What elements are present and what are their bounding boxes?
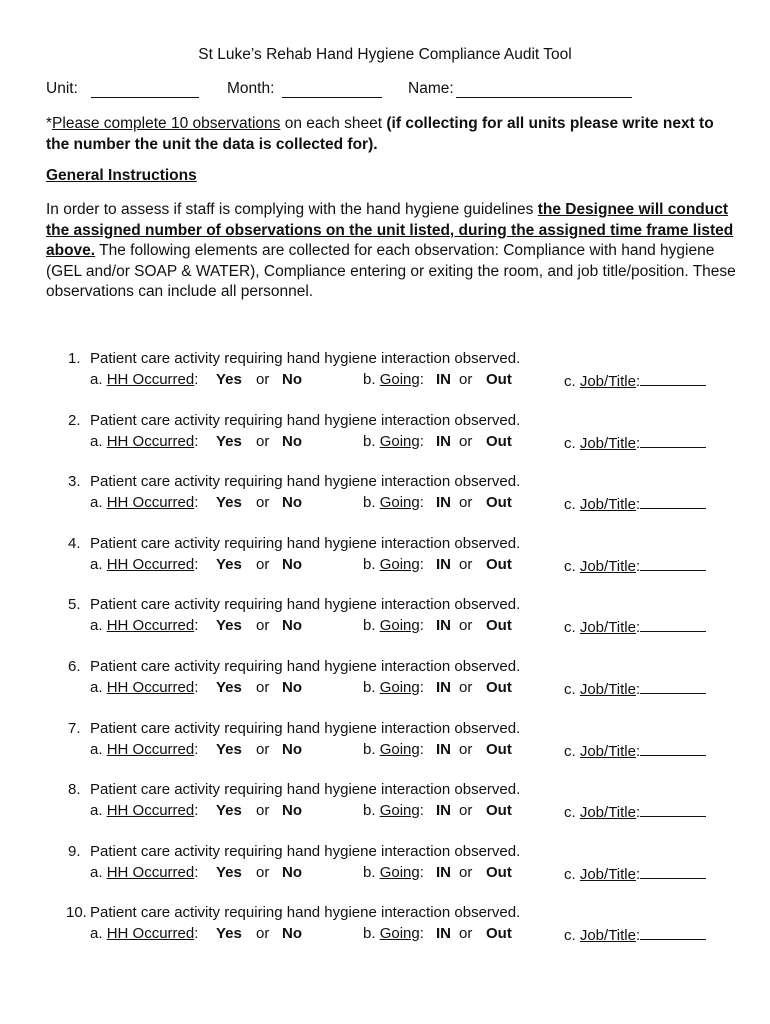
or-text: or: [459, 555, 473, 573]
job-title-blank[interactable]: [640, 679, 706, 694]
a-prefix: a.: [90, 432, 107, 450]
hh-occurred-label: HH Occurred: [106, 432, 195, 450]
no-option[interactable]: No: [282, 371, 302, 388]
observation-item: [0, 843, 770, 887]
going-label: Going: [379, 617, 420, 635]
job-title-label: Job/Title: [579, 557, 636, 575]
colon: :: [419, 432, 424, 450]
going-label: Going: [379, 371, 420, 388]
yes-option[interactable]: Yes: [216, 679, 242, 696]
job-title-field: [564, 679, 706, 698]
colon: :: [194, 679, 199, 696]
instructions-plain-1: In order to assess if staff is complying with the hand hygiene guidelines: [46, 201, 538, 218]
observation-number: 3.: [68, 473, 81, 491]
job-title-blank[interactable]: [640, 741, 706, 756]
job-title-blank[interactable]: [640, 371, 706, 386]
or-text: or: [459, 494, 473, 512]
observation-text: Patient care activity requiring hand hygiene interaction observed.: [90, 411, 521, 429]
observation-item: [0, 412, 770, 456]
colon: :: [194, 371, 199, 388]
no-option[interactable]: No: [282, 740, 302, 758]
hh-occurred-field: [90, 371, 198, 388]
a-prefix: a.: [90, 802, 107, 820]
going-label: Going: [379, 863, 420, 881]
out-option[interactable]: Out: [486, 679, 512, 696]
b-prefix: b.: [363, 925, 380, 943]
job-title-field: [564, 925, 706, 944]
b-prefix: b.: [363, 863, 380, 881]
b-prefix: b.: [363, 740, 380, 758]
note-bold: (if collecting for all units please write next to the number the unit the data is collected for).: [46, 115, 714, 153]
or-text: or: [256, 432, 270, 450]
b-prefix: b.: [363, 494, 380, 512]
note-star: *: [46, 115, 53, 132]
b-prefix: b.: [363, 432, 380, 450]
going-field: [363, 433, 424, 450]
out-option[interactable]: Out: [486, 802, 512, 820]
job-title-blank[interactable]: [640, 556, 706, 571]
colon: :: [419, 679, 424, 696]
going-field: [363, 371, 424, 388]
colon: :: [419, 617, 424, 635]
hh-occurred-label: HH Occurred: [106, 679, 195, 696]
a-prefix: a.: [90, 925, 107, 943]
hh-occurred-field: [90, 741, 198, 758]
job-title-label: Job/Title: [579, 434, 636, 452]
going-field: [363, 925, 424, 942]
going-label: Going: [379, 555, 420, 573]
hh-occurred-field: [90, 802, 198, 819]
going-label: Going: [379, 494, 420, 512]
out-option[interactable]: Out: [486, 371, 512, 388]
hh-occurred-label: HH Occurred: [106, 802, 195, 820]
a-prefix: a.: [90, 555, 107, 573]
yes-option[interactable]: Yes: [216, 555, 242, 573]
job-title-blank[interactable]: [640, 617, 706, 632]
unit-blank[interactable]: [91, 82, 199, 98]
yes-option[interactable]: Yes: [216, 802, 242, 820]
or-text: or: [256, 494, 270, 512]
colon: :: [635, 557, 641, 575]
going-field: [363, 741, 424, 758]
colon: :: [194, 740, 199, 758]
observation-number: 4.: [68, 534, 81, 552]
going-label: Going: [379, 432, 420, 450]
c-prefix: c.: [564, 865, 580, 883]
yes-option[interactable]: Yes: [216, 494, 242, 512]
or-text: or: [256, 679, 270, 696]
observation-number: 1.: [68, 350, 81, 367]
out-option[interactable]: Out: [486, 617, 512, 635]
job-title-blank[interactable]: [640, 433, 706, 448]
name-label: Name:: [408, 80, 454, 97]
or-text: or: [256, 555, 270, 573]
or-text: or: [459, 371, 473, 388]
general-instructions-heading: General Instructions: [46, 167, 197, 184]
observation-text: Patient care activity requiring hand hygiene interaction observed.: [90, 781, 521, 799]
hh-occurred-field: [90, 679, 198, 696]
out-option[interactable]: Out: [486, 494, 512, 512]
in-option[interactable]: IN: [436, 925, 451, 943]
or-text: or: [459, 802, 473, 820]
c-prefix: c.: [564, 557, 580, 575]
or-text: or: [459, 617, 473, 635]
observation-number: 8.: [68, 781, 81, 799]
b-prefix: b.: [363, 802, 380, 820]
b-prefix: b.: [363, 679, 380, 696]
in-option[interactable]: IN: [436, 432, 451, 450]
going-field: [363, 556, 424, 573]
job-title-blank[interactable]: [640, 864, 706, 879]
yes-option[interactable]: Yes: [216, 432, 242, 450]
out-option[interactable]: Out: [486, 555, 512, 573]
going-field: [363, 679, 424, 696]
b-prefix: b.: [363, 617, 380, 635]
observation-text: Patient care activity requiring hand hygiene interaction observed.: [90, 596, 521, 614]
going-label: Going: [379, 740, 420, 758]
going-field: [363, 864, 424, 881]
colon: :: [419, 740, 424, 758]
colon: :: [635, 804, 641, 822]
colon: :: [635, 681, 641, 698]
instructions-plain-2: The following elements are collected for each observation: Compliance with hand hygiene (GEL and/or SOAP & WATER), Compliance entering or exiting the room, and job title/position. These observations can include all personnel.: [46, 242, 736, 300]
observation-item: [0, 781, 770, 825]
job-title-label: Job/Title: [579, 373, 636, 390]
in-option[interactable]: IN: [436, 740, 451, 758]
observation-number: 10.: [66, 904, 87, 922]
b-prefix: b.: [363, 555, 380, 573]
or-text: or: [459, 740, 473, 758]
or-text: or: [256, 617, 270, 635]
going-label: Going: [379, 802, 420, 820]
observation-number: 9.: [68, 842, 81, 860]
job-title-field: [564, 741, 706, 760]
observation-text: Patient care activity requiring hand hygiene interaction observed.: [90, 658, 521, 675]
colon: :: [635, 927, 641, 945]
colon: :: [194, 863, 199, 881]
or-text: or: [256, 802, 270, 820]
c-prefix: c.: [564, 681, 580, 698]
page-title: St Luke’s Rehab Hand Hygiene Compliance Audit Tool: [198, 46, 572, 63]
no-option[interactable]: No: [282, 555, 302, 573]
b-prefix: b.: [363, 371, 380, 388]
colon: :: [194, 617, 199, 635]
colon: :: [419, 371, 424, 388]
observation-number: 2.: [68, 411, 81, 429]
job-title-label: Job/Title: [579, 742, 636, 760]
job-title-field: [564, 371, 706, 390]
colon: :: [194, 494, 199, 512]
observation-item: [0, 473, 770, 517]
going-field: [363, 802, 424, 819]
out-option[interactable]: Out: [486, 432, 512, 450]
observation-text: Patient care activity requiring hand hygiene interaction observed.: [90, 350, 521, 367]
c-prefix: c.: [564, 496, 580, 514]
colon: :: [419, 555, 424, 573]
in-option[interactable]: IN: [436, 555, 451, 573]
no-option[interactable]: No: [282, 679, 302, 696]
note-underlined: Please complete 10 observations: [52, 115, 281, 132]
yes-option[interactable]: Yes: [216, 925, 242, 943]
completion-note: [46, 113, 736, 155]
colon: :: [635, 373, 641, 390]
in-option[interactable]: IN: [436, 679, 451, 696]
job-title-field: [564, 494, 706, 513]
observation-text: Patient care activity requiring hand hygiene interaction observed.: [90, 534, 521, 552]
colon: :: [635, 434, 641, 452]
going-label: Going: [379, 925, 420, 943]
in-option[interactable]: IN: [436, 371, 451, 388]
month-blank[interactable]: [282, 82, 382, 98]
hh-occurred-label: HH Occurred: [106, 371, 195, 388]
yes-option[interactable]: Yes: [216, 863, 242, 881]
name-blank[interactable]: [456, 82, 632, 98]
hh-occurred-field: [90, 556, 198, 573]
colon: :: [194, 802, 199, 820]
c-prefix: c.: [564, 927, 580, 945]
or-text: or: [459, 432, 473, 450]
observation-number: 6.: [68, 658, 81, 675]
colon: :: [635, 619, 641, 637]
hh-occurred-field: [90, 433, 198, 450]
job-title-field: [564, 617, 706, 636]
or-text: or: [256, 740, 270, 758]
job-title-blank[interactable]: [640, 925, 706, 940]
hh-occurred-label: HH Occurred: [106, 617, 195, 635]
colon: :: [635, 865, 641, 883]
no-option[interactable]: No: [282, 925, 302, 943]
out-option[interactable]: Out: [486, 863, 512, 881]
colon: :: [419, 494, 424, 512]
colon: :: [419, 802, 424, 820]
yes-option[interactable]: Yes: [216, 617, 242, 635]
no-option[interactable]: No: [282, 863, 302, 881]
or-text: or: [459, 925, 473, 943]
observation-text: Patient care activity requiring hand hygiene interaction observed.: [90, 842, 521, 860]
or-text: or: [256, 371, 270, 388]
observation-item: [0, 350, 770, 394]
observation-item: [0, 596, 770, 640]
yes-option[interactable]: Yes: [216, 371, 242, 388]
job-title-field: [564, 556, 706, 575]
instructions-emphasis: the Designee will conduct the assigned number of observations on the unit listed, during the assigned time frame listed above.: [46, 201, 734, 259]
in-option[interactable]: IN: [436, 802, 451, 820]
a-prefix: a.: [90, 740, 107, 758]
observation-item: [0, 658, 770, 702]
hh-occurred-label: HH Occurred: [106, 494, 195, 512]
a-prefix: a.: [90, 371, 107, 388]
or-text: or: [459, 863, 473, 881]
no-option[interactable]: No: [282, 494, 302, 512]
a-prefix: a.: [90, 617, 107, 635]
job-title-label: Job/Title: [579, 927, 636, 945]
job-title-label: Job/Title: [579, 804, 636, 822]
hh-occurred-field: [90, 864, 198, 881]
in-option[interactable]: IN: [436, 617, 451, 635]
no-option[interactable]: No: [282, 617, 302, 635]
note-middle: on each sheet: [280, 115, 387, 132]
job-title-label: Job/Title: [579, 619, 636, 637]
colon: :: [419, 863, 424, 881]
month-label: Month:: [227, 80, 275, 97]
job-title-blank[interactable]: [640, 494, 706, 509]
observation-item: [0, 904, 770, 948]
colon: :: [194, 925, 199, 943]
job-title-label: Job/Title: [579, 865, 636, 883]
no-option[interactable]: No: [282, 802, 302, 820]
or-text: or: [256, 925, 270, 943]
colon: :: [194, 555, 199, 573]
hh-occurred-field: [90, 494, 198, 511]
yes-option[interactable]: Yes: [216, 740, 242, 758]
observation-text: Patient care activity requiring hand hygiene interaction observed.: [90, 719, 521, 737]
instructions-paragraph: [46, 200, 736, 303]
going-label: Going: [379, 679, 420, 696]
or-text: or: [459, 679, 473, 696]
c-prefix: c.: [564, 804, 580, 822]
job-title-field: [564, 802, 706, 821]
no-option[interactable]: No: [282, 432, 302, 450]
out-option[interactable]: Out: [486, 925, 512, 943]
colon: :: [194, 432, 199, 450]
colon: :: [635, 496, 641, 514]
job-title-field: [564, 864, 706, 883]
observation-text: Patient care activity requiring hand hygiene interaction observed.: [90, 473, 521, 491]
c-prefix: c.: [564, 373, 580, 390]
job-title-label: Job/Title: [579, 681, 636, 698]
hh-occurred-field: [90, 617, 198, 634]
colon: :: [419, 925, 424, 943]
or-text: or: [256, 863, 270, 881]
observation-item: [0, 720, 770, 764]
observation-text: Patient care activity requiring hand hygiene interaction observed.: [90, 904, 521, 922]
a-prefix: a.: [90, 863, 107, 881]
a-prefix: a.: [90, 679, 107, 696]
unit-label: Unit:: [46, 80, 78, 97]
c-prefix: c.: [564, 619, 580, 637]
observation-item: [0, 535, 770, 579]
hh-occurred-label: HH Occurred: [106, 555, 195, 573]
hh-occurred-field: [90, 925, 198, 942]
hh-occurred-label: HH Occurred: [106, 863, 195, 881]
in-option[interactable]: IN: [436, 863, 451, 881]
in-option[interactable]: IN: [436, 494, 451, 512]
a-prefix: a.: [90, 494, 107, 512]
going-field: [363, 494, 424, 511]
out-option[interactable]: Out: [486, 740, 512, 758]
job-title-blank[interactable]: [640, 802, 706, 817]
observation-number: 7.: [68, 719, 81, 737]
job-title-field: [564, 433, 706, 452]
colon: :: [635, 742, 641, 760]
c-prefix: c.: [564, 742, 580, 760]
observation-number: 5.: [68, 596, 81, 614]
hh-occurred-label: HH Occurred: [106, 740, 195, 758]
c-prefix: c.: [564, 434, 580, 452]
hh-occurred-label: HH Occurred: [106, 925, 195, 943]
job-title-label: Job/Title: [579, 496, 636, 514]
going-field: [363, 617, 424, 634]
